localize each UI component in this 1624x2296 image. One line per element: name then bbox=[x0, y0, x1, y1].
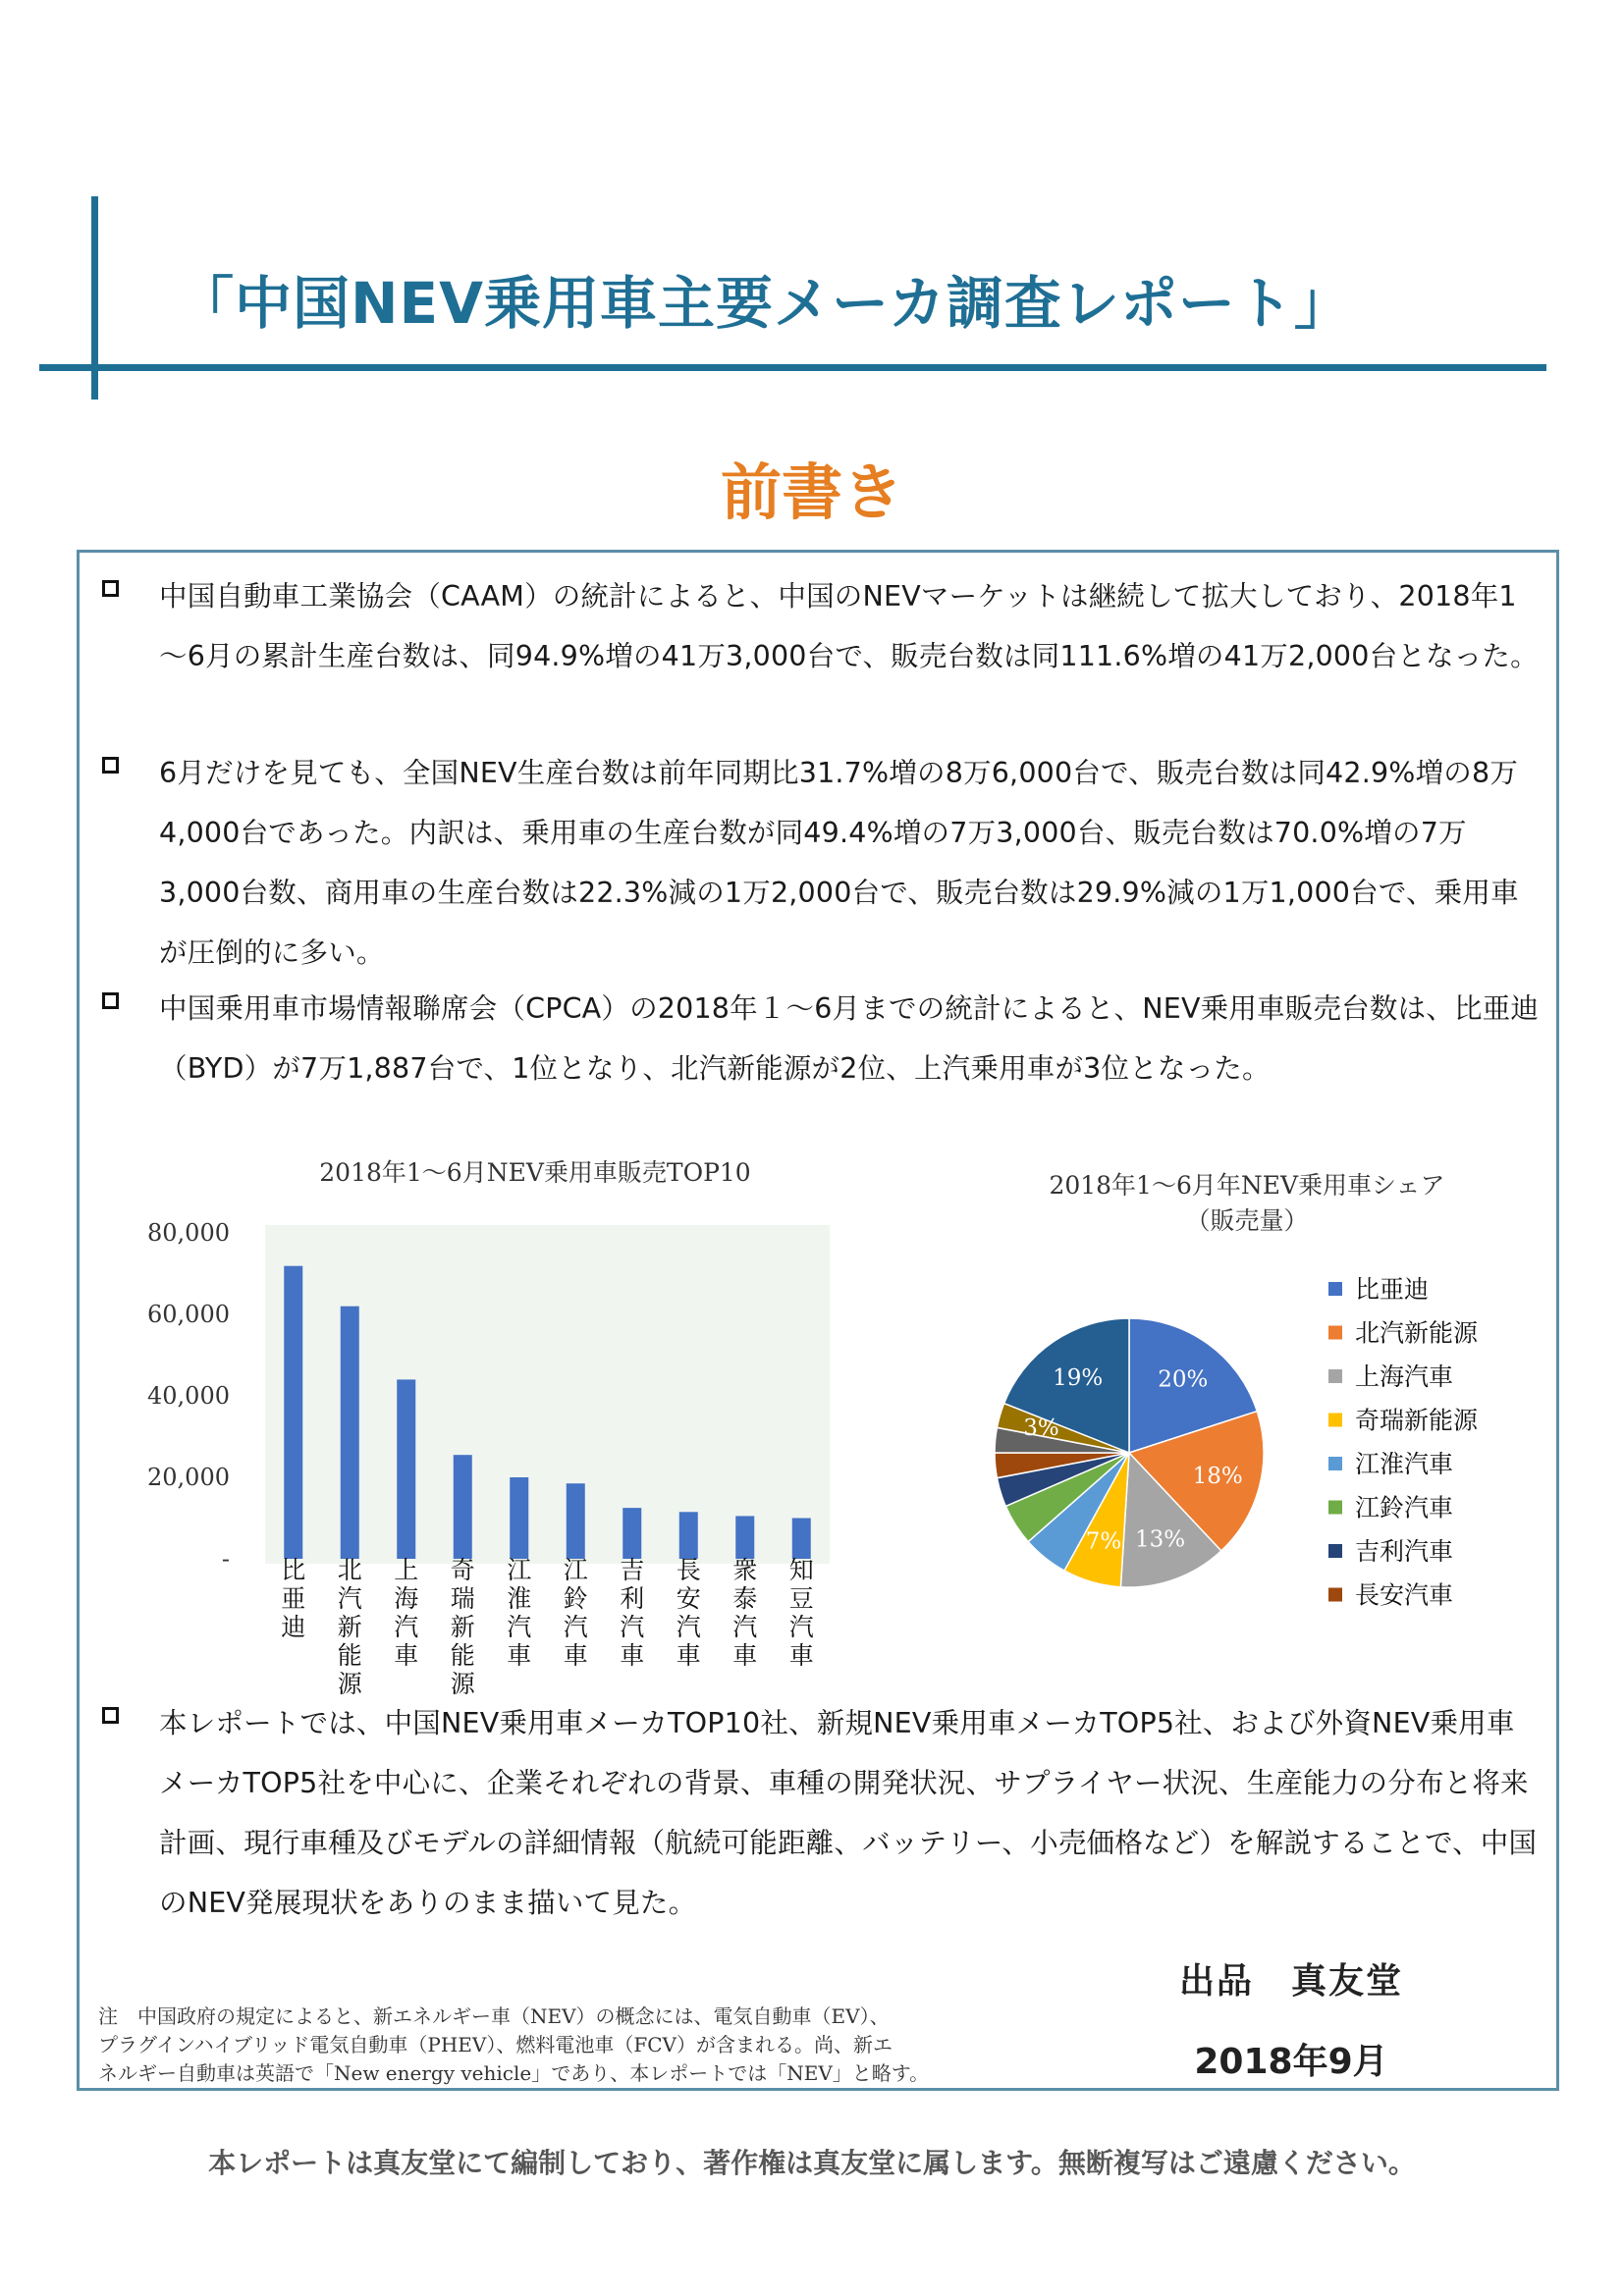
pie-chart bbox=[962, 1158, 1522, 1639]
x-tick-label: 北汽新能源 bbox=[337, 1556, 362, 1698]
bar-chart bbox=[128, 1144, 854, 1698]
x-tick-label: 長安汽車 bbox=[676, 1556, 701, 1670]
x-tick-label: 奇瑞新能源 bbox=[450, 1556, 475, 1698]
pie-chart-subtitle: （販売量） bbox=[1185, 1206, 1309, 1235]
checkbox-bullet-icon bbox=[102, 580, 119, 597]
pie-chart-title: 2018年1～6月年NEV乗用車シェア bbox=[1049, 1171, 1445, 1200]
legend-swatch bbox=[1328, 1414, 1342, 1427]
x-tick-label: 衆泰汽車 bbox=[732, 1556, 758, 1670]
bar bbox=[623, 1508, 641, 1559]
footnote-line: 注 中国政府の規定によると、新エネルギー車（NEV）の概念には、電気自動車（EV）、 bbox=[98, 2004, 890, 2028]
bullet-text: 中国自動車工業協会（CAAM）の統計によると、中国のNEVマーケットは継続して拡大しており、2018年1～6月の累計生産台数は、同94.9%増の41万3,000台で、販売台数は同111.6%増の41万2,000台となった。 bbox=[159, 580, 1539, 672]
bar bbox=[510, 1477, 528, 1559]
pie-data-label: 18% bbox=[1192, 1464, 1243, 1490]
pie-data-label: 19% bbox=[1053, 1364, 1104, 1391]
title-accent-horizontal-bar bbox=[39, 364, 1546, 371]
footnote-line: プラグインハイブリッド電気自動車（PHEV）、燃料電池車（FCV）が含まれる。尚、新エ bbox=[98, 2033, 893, 2056]
bar bbox=[567, 1483, 585, 1559]
bar bbox=[679, 1512, 698, 1559]
legend-swatch bbox=[1328, 1544, 1342, 1558]
bar bbox=[284, 1266, 302, 1559]
legend-swatch bbox=[1328, 1457, 1342, 1470]
bar bbox=[341, 1307, 359, 1559]
copyright-footer: 本レポートは真友堂にて編制しており、著作権は真友堂に属します。無断複写はご遠慮ください。 bbox=[208, 2147, 1416, 2179]
bar bbox=[735, 1516, 754, 1559]
bullet-item bbox=[98, 566, 1542, 686]
legend-swatch bbox=[1328, 1369, 1342, 1383]
legend-swatch bbox=[1328, 1588, 1342, 1602]
publication-date: 2018年9月 bbox=[1194, 2042, 1388, 2082]
section-heading: 前書き bbox=[720, 456, 903, 528]
bar-chart-title: 2018年1～6月NEV乗用車販売TOP10 bbox=[319, 1158, 751, 1187]
pie-data-label: 13% bbox=[1134, 1526, 1186, 1553]
bullet-text: 6月だけを見ても、全国NEV生産台数は前年同期比31.7%増の8万6,000台で、販売台数は同42.9%増の8万4,000台であった。内訳は、乗用車の生産台数が同49.4%増の7万3,000台、販売台数は70.0%増の7万3,000台数、商用車の生産台数は22.3%減の1万2,000台で、販売台数は29.9%減の1万1,000台で、乗用車が圧倒的に多い。 bbox=[159, 757, 1519, 969]
x-tick-label: 比亜迪 bbox=[281, 1556, 306, 1641]
bullet-text: 中国乗用車市場情報聯席会（CPCA）の2018年１～6月までの統計によると、NEV乗用車販売台数は、比亜迪（BYD）が7万1,887台で、1位となり、北汽新能源が2位、上汽乗用車が3位となった。 bbox=[159, 992, 1540, 1085]
legend-label: 奇瑞新能源 bbox=[1355, 1406, 1479, 1435]
bullet-item bbox=[98, 743, 1542, 983]
legend-label: 比亜迪 bbox=[1355, 1275, 1430, 1304]
legend-swatch bbox=[1328, 1326, 1342, 1340]
footnote bbox=[98, 2002, 1100, 2088]
legend-label: 長安汽車 bbox=[1355, 1580, 1454, 1610]
pie-data-label: 3% bbox=[1023, 1415, 1059, 1442]
bar bbox=[397, 1379, 415, 1559]
y-tick-label: 60,000 bbox=[147, 1301, 230, 1328]
legend-label: 江鈴汽車 bbox=[1355, 1493, 1454, 1522]
y-tick-label: 80,000 bbox=[147, 1219, 230, 1247]
publisher: 出品 真友堂 bbox=[1178, 1961, 1403, 2002]
y-tick-label: - bbox=[221, 1545, 230, 1573]
x-tick-label: 江鈴汽車 bbox=[563, 1556, 588, 1670]
legend-label: 上海汽車 bbox=[1355, 1362, 1454, 1391]
legend-label: 吉利汽車 bbox=[1355, 1537, 1454, 1566]
legend-swatch bbox=[1328, 1501, 1342, 1515]
y-tick-label: 40,000 bbox=[147, 1382, 230, 1410]
bullet-item bbox=[98, 1693, 1542, 1933]
checkbox-bullet-icon bbox=[102, 757, 119, 774]
x-tick-label: 江淮汽車 bbox=[507, 1556, 532, 1670]
x-tick-label: 上海汽車 bbox=[394, 1556, 419, 1670]
pie-data-label: 20% bbox=[1158, 1366, 1209, 1393]
bullet-item bbox=[98, 979, 1542, 1098]
bar bbox=[454, 1455, 472, 1559]
y-tick-label: 20,000 bbox=[147, 1464, 230, 1491]
legend-label: 北汽新能源 bbox=[1355, 1318, 1479, 1348]
x-tick-label: 吉利汽車 bbox=[620, 1556, 645, 1670]
pie-data-label: 7% bbox=[1085, 1528, 1122, 1555]
footnote-line: ネルギー自動車は英語で「New energy vehicle」であり、本レポートでは「NEV」と略す。 bbox=[98, 2061, 930, 2085]
x-tick-label: 知豆汽車 bbox=[788, 1556, 814, 1670]
legend-label: 江淮汽車 bbox=[1355, 1450, 1454, 1478]
checkbox-bullet-icon bbox=[102, 992, 119, 1009]
bullet-text: 本レポートでは、中国NEV乗用車メーカTOP10社、新規NEV乗用車メーカTOP5社、および外資NEV乗用車メーカTOP5社を中心に、企業それぞれの背景、車種の開発状況、サプライヤー状況、生産能力の分布と将来計画、現行車種及びモデルの詳細情報（航続可能距離、バッテリー、小売価格など）を解説することで、中国のNEV発展現状をありのまま描いて見た。 bbox=[159, 1707, 1538, 1919]
report-title: 「中国NEV乗用車主要メーカ調査レポート」 bbox=[177, 270, 1352, 337]
checkbox-bullet-icon bbox=[102, 1707, 119, 1724]
legend-swatch bbox=[1328, 1282, 1342, 1296]
bar bbox=[792, 1519, 811, 1560]
